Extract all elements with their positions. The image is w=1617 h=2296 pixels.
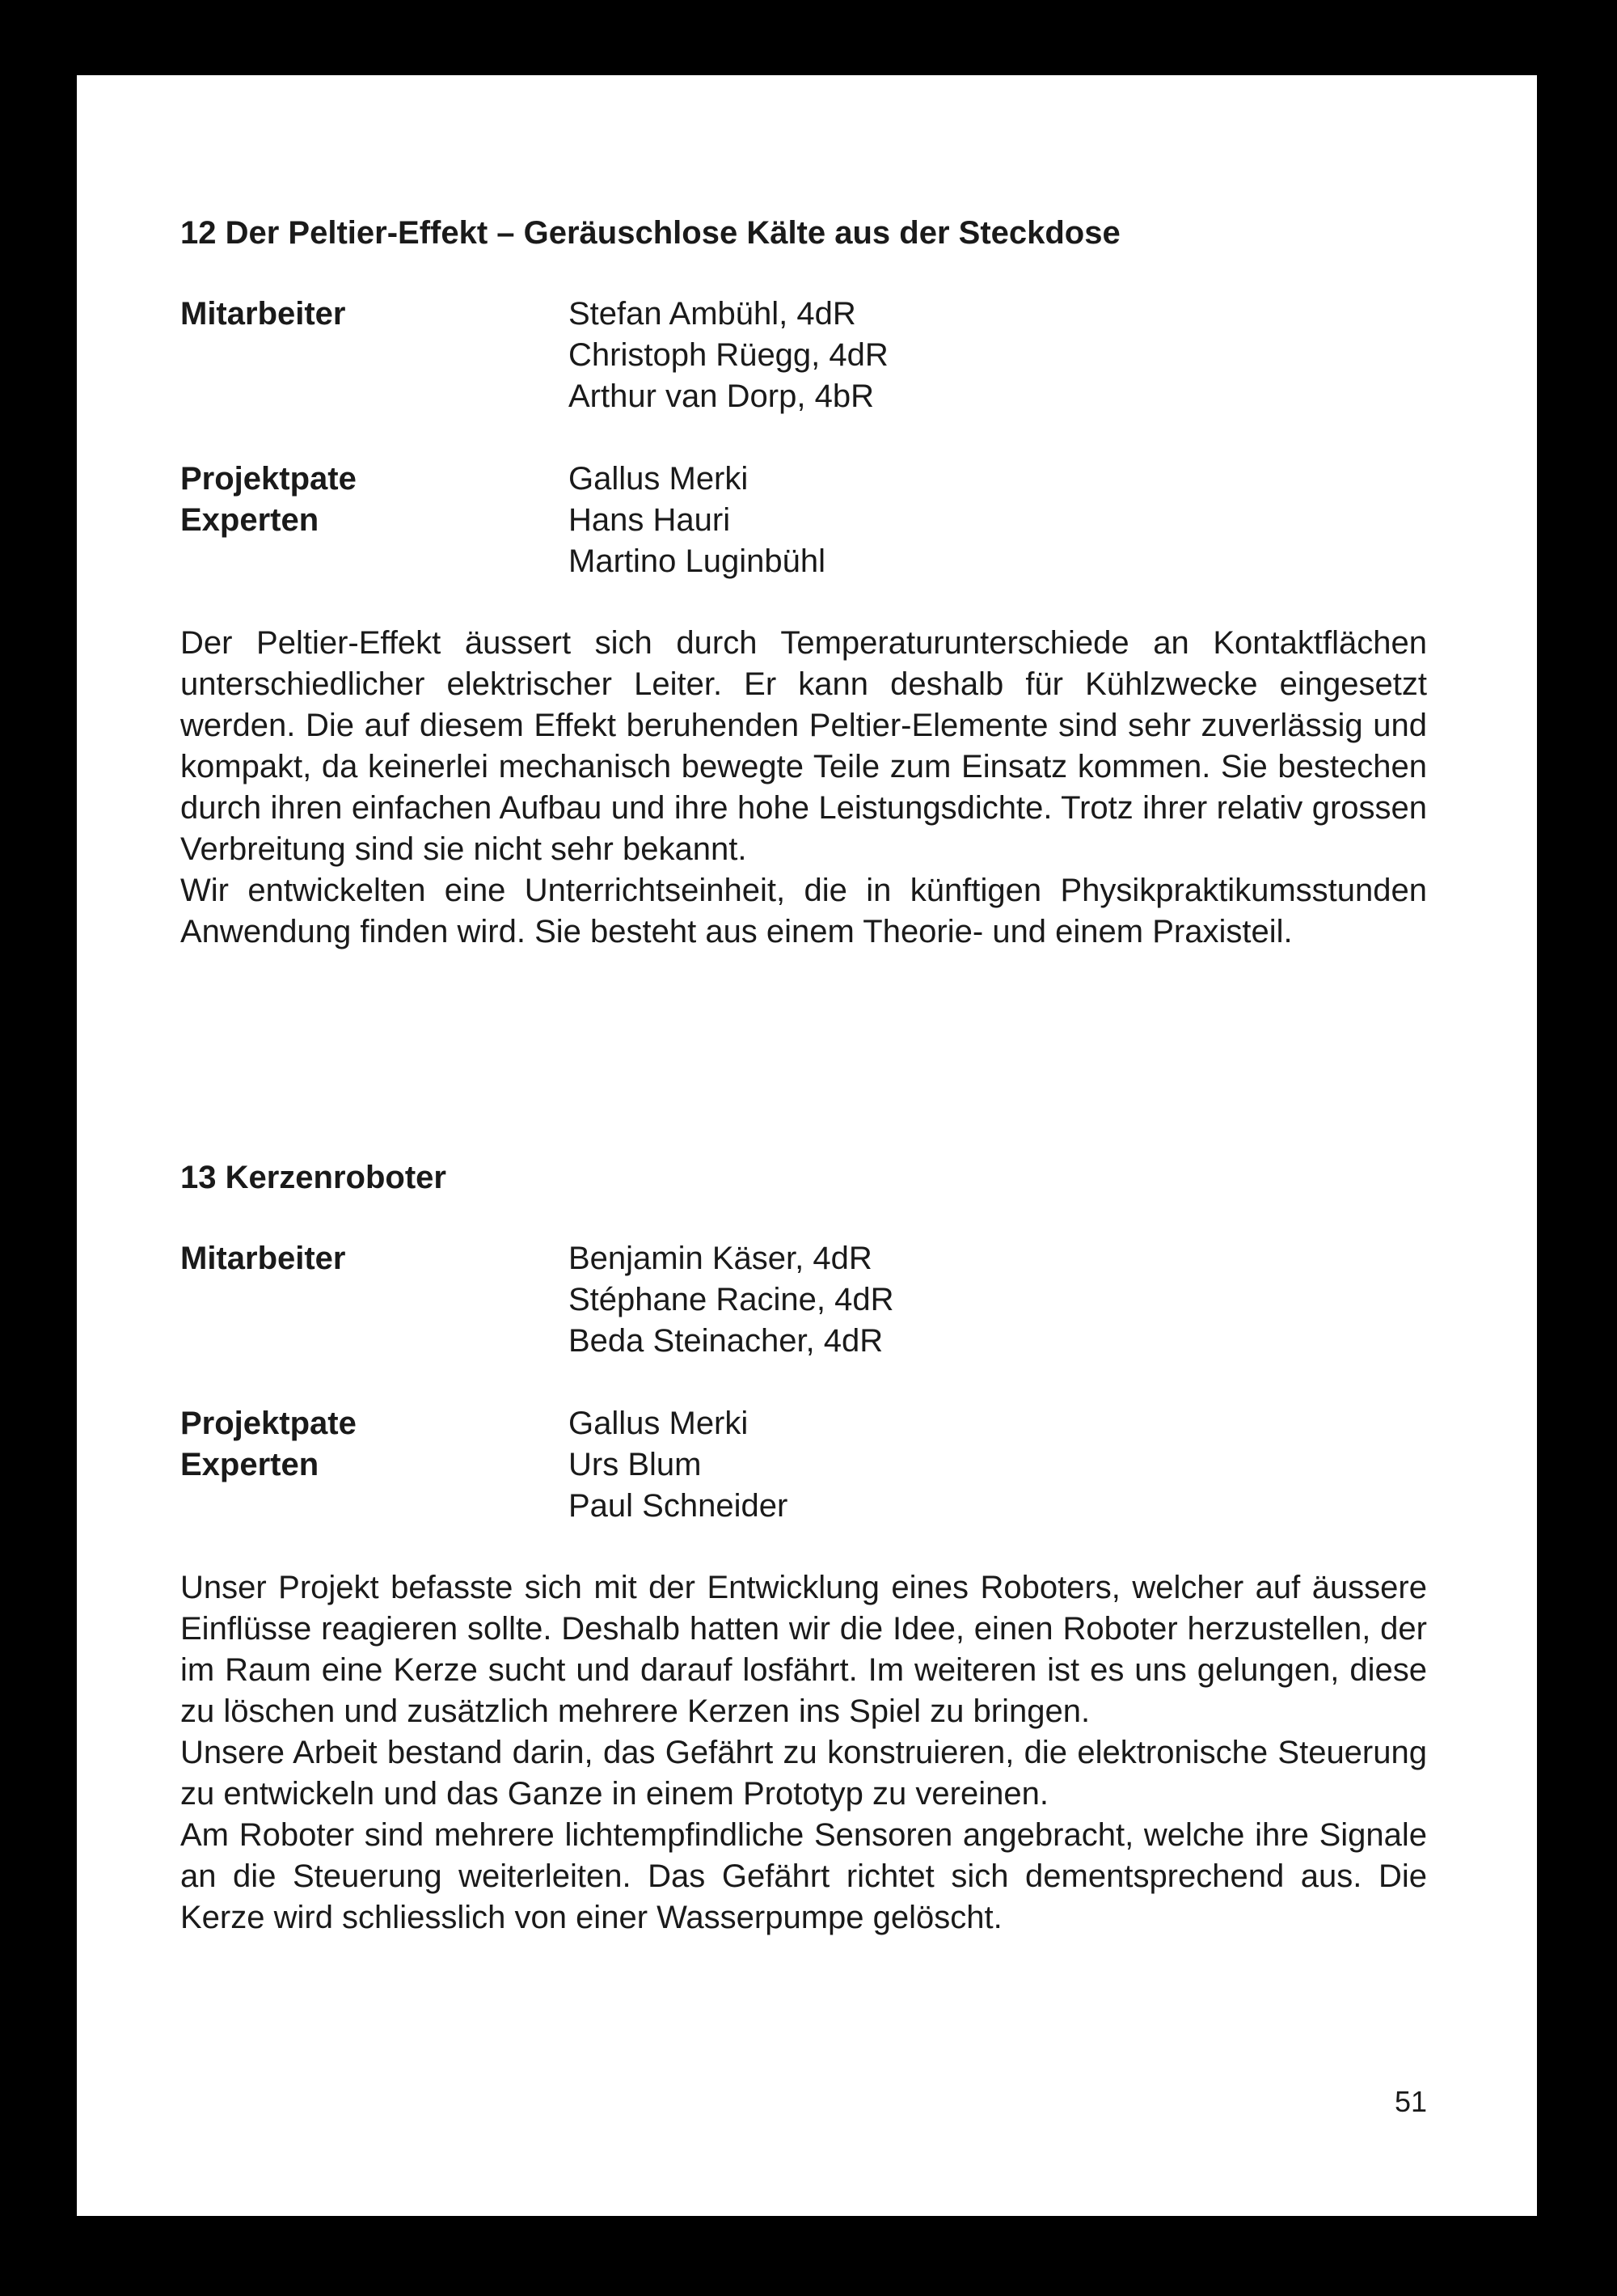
list-item: Benjamin Käser, 4dR	[568, 1241, 872, 1276]
section-body	[180, 1567, 1427, 1939]
section-title: 13 Kerzenroboter	[180, 1160, 446, 1195]
list-item: Gallus Merki	[568, 1406, 749, 1441]
list-item: Urs Blum	[568, 1447, 702, 1482]
list-item: Arthur van Dorp, 4bR	[568, 378, 874, 414]
paragraph: Am Roboter sind mehrere lichtempfindliche Sensoren angebracht, welche ihre Signale an die Steuerung weiterleiten. Das Gefährt richtet sich dementsprechend aus. Die Kerze wird schliesslich von einer Wasserpumpe gelöscht.	[180, 1817, 1427, 1935]
mitarbeiter-list	[568, 294, 889, 417]
section-title: 12 Der Peltier-Effekt – Geräuschlose Kälte aus der Steckdose	[180, 215, 1121, 251]
document-page	[77, 75, 1537, 2216]
betreuer-labels	[180, 1403, 357, 1486]
list-item: Paul Schneider	[568, 1488, 788, 1524]
mitarbeiter-label: Mitarbeiter	[180, 296, 346, 332]
betreuer-list	[568, 459, 825, 582]
mitarbeiter-list	[568, 1238, 894, 1362]
list-item: Gallus Merki	[568, 461, 749, 497]
betreuer-list	[568, 1403, 787, 1527]
mitarbeiter-label: Mitarbeiter	[180, 1241, 346, 1276]
projektpate-label: Projektpate	[180, 461, 357, 497]
experten-label: Experten	[180, 502, 319, 538]
list-item: Stéphane Racine, 4dR	[568, 1282, 894, 1317]
projektpate-label: Projektpate	[180, 1406, 357, 1441]
paragraph: Unsere Arbeit bestand darin, das Gefährt zu konstruieren, die elektronische Steuerung zu entwickeln und das Ganze in einem Prototyp zu vereinen.	[180, 1735, 1427, 1812]
list-item: Stefan Ambühl, 4dR	[568, 296, 856, 332]
list-item: Hans Hauri	[568, 502, 731, 538]
paragraph: Der Peltier-Effekt äussert sich durch Temperaturunterschiede an Kontaktflächen unterschiedlicher elektrischer Leiter. Er kann deshalb für Kühlzwecke eingesetzt werden. Die auf diesem Effekt beruhenden Peltier-Elemente sind sehr zuverlässig und kompakt, da keinerlei mechanisch bewegte Teile zum Einsatz kommen. Sie bestechen durch ihren einfachen Aufbau und ihre hohe Leistungsdichte. Trotz ihrer relativ grossen Verbreitung sind sie nicht sehr bekannt.	[180, 625, 1427, 867]
betreuer-labels	[180, 459, 357, 541]
list-item: Martino Luginbühl	[568, 543, 825, 579]
section-body	[180, 623, 1427, 953]
paragraph: Wir entwickelten eine Unterrichtseinheit, die in künftigen Physikpraktikumsstunden Anwendung finden wird. Sie besteht aus einem Theorie- und einem Praxisteil.	[180, 873, 1427, 949]
experten-label: Experten	[180, 1447, 319, 1482]
paragraph: Unser Projekt befasste sich mit der Entwicklung eines Roboters, welcher auf äussere Einflüsse reagieren sollte. Deshalb hatten wir die Idee, einen Roboter herzustellen, der im Raum eine Kerze sucht und darauf losfährt. Im weiteren ist es uns gelungen, diese zu löschen und zusätzlich mehrere Kerzen ins Spiel zu bringen.	[180, 1570, 1427, 1729]
list-item: Christoph Rüegg, 4dR	[568, 337, 889, 373]
page-number: 51	[1394, 2085, 1427, 2118]
list-item: Beda Steinacher, 4dR	[568, 1323, 884, 1359]
